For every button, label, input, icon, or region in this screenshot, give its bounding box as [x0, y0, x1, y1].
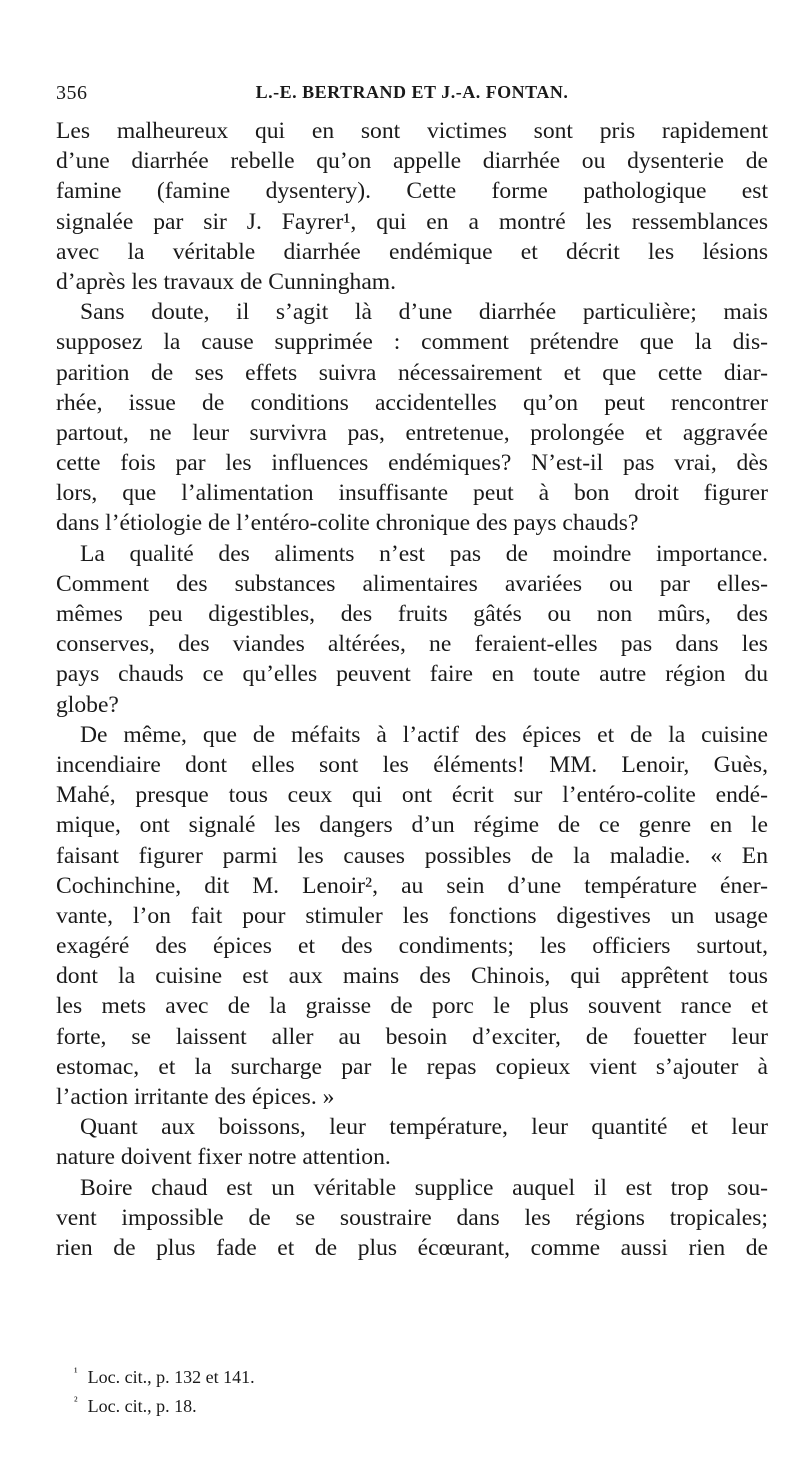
text-line: Mahé, presque tous ceux qui ont écrit sur l’entéro-colite endé- — [56, 782, 768, 809]
text-line: rien de plus fade et de plus écœurant, comme aussi rien de — [56, 1234, 768, 1261]
text-line: De même, que de méfaits à l’actif des épices et de la cuisine — [80, 721, 768, 748]
text-line: parition de ses effets suivra nécessairement et que cette diar- — [56, 359, 768, 386]
text-line: Quant aux boissons, leur température, leur quantité et leur — [80, 1114, 768, 1141]
footnote-text: Loc. cit., p. 18. — [87, 1396, 197, 1416]
footnote-marker: ² — [74, 1394, 78, 1408]
text-line: exagéré des épices et des condiments; les officiers surtout, — [56, 933, 768, 960]
running-head: L.-E. BERTRAND ET J.-A. FONTAN. — [255, 82, 569, 102]
text-line: l’action irritante des épices. » — [56, 1084, 335, 1110]
text-line: avec la véritable diarrhée endémique et décrit les lésions — [56, 238, 768, 265]
text-line: d’après les travaux de Cunningham. — [56, 268, 397, 295]
text-line: supposez la cause supprimée : comment prétendre que la dis- — [56, 329, 768, 356]
footnote — [74, 1360, 674, 1389]
page-number: 356 — [56, 82, 88, 104]
text-line: estomac, et la surcharge par le repas copieux vient s’ajouter à — [56, 1053, 768, 1080]
text-line: incendiaire dont elles sont les éléments! MM. Lenoir, Guès, — [56, 751, 768, 778]
text-line: famine (famine dysentery). Cette forme pathologique est — [56, 178, 768, 205]
page-header — [56, 82, 768, 112]
text-line: globe? — [56, 691, 119, 718]
text-line: vent impossible de se soustraire dans les régions tropicales; — [56, 1204, 768, 1231]
text-line: forte, se laissent aller au besoin d’exciter, de fouetter leur — [56, 1023, 768, 1050]
footnote-text: Loc. cit., p. 132 et 141. — [87, 1367, 255, 1387]
text-line: mique, ont signalé les dangers d’un régime de ce genre en le — [56, 812, 768, 839]
text-line: les mets avec de la graisse de porc le plus souvent rance et — [56, 993, 768, 1020]
text-line: signalée par sir J. Fayrer¹, qui en a montré les ressemblances — [56, 208, 768, 235]
text-line: rhée, issue de conditions accidentelles qu’on peut rencontrer — [56, 389, 768, 416]
text-line: conserves, des viandes altérées, ne feraient-elles pas dans les — [56, 631, 768, 658]
text-line: partout, ne leur survivra pas, entretenue, prolongée et aggravée — [56, 419, 768, 446]
text-line: nature doivent fixer notre attention. — [56, 1144, 391, 1171]
body-text — [56, 116, 768, 1263]
text-line: La qualité des aliments n’est pas de moindre importance. — [80, 540, 768, 567]
text-line: d’une diarrhée rebelle qu’on appelle diarrhée ou dysenterie de — [56, 148, 768, 175]
footnote — [74, 1389, 674, 1418]
text-line: Boire chaud est un véritable supplice auquel il est trop sou- — [80, 1174, 768, 1201]
text-line: mêmes peu digestibles, des fruits gâtés ou non mûrs, des — [56, 601, 768, 627]
text-line: faisant figurer parmi les causes possibles de la maladie. « En — [56, 842, 768, 869]
text-line: vante, l’on fait pour stimuler les fonctions digestives un usage — [56, 902, 768, 929]
text-line: Les malheureux qui en sont victimes sont pris rapidement — [56, 118, 768, 144]
text-line: lors, que l’alimentation insuffisante peut à bon droit figurer — [56, 480, 768, 507]
text-line: dans l’étiologie de l’entéro-colite chronique des pays chauds? — [56, 510, 639, 537]
footnote-marker: ¹ — [74, 1365, 78, 1379]
text-line: Cochinchine, dit M. Lenoir², au sein d’une température éner- — [56, 872, 768, 899]
text-line: cette fois par les influences endémiques? N’est-il pas vrai, dès — [56, 450, 768, 477]
text-line: Sans doute, il s’agit là d’une diarrhée particulière; mais — [80, 299, 768, 326]
footnotes — [74, 1360, 674, 1418]
text-line: pays chauds ce qu’elles peuvent faire en toute autre région du — [56, 661, 768, 688]
text-line: dont la cuisine est aux mains des Chinois, qui apprêtent tous — [56, 963, 768, 990]
text-line: Comment des substances alimentaires avariées ou par elles- — [56, 570, 768, 597]
